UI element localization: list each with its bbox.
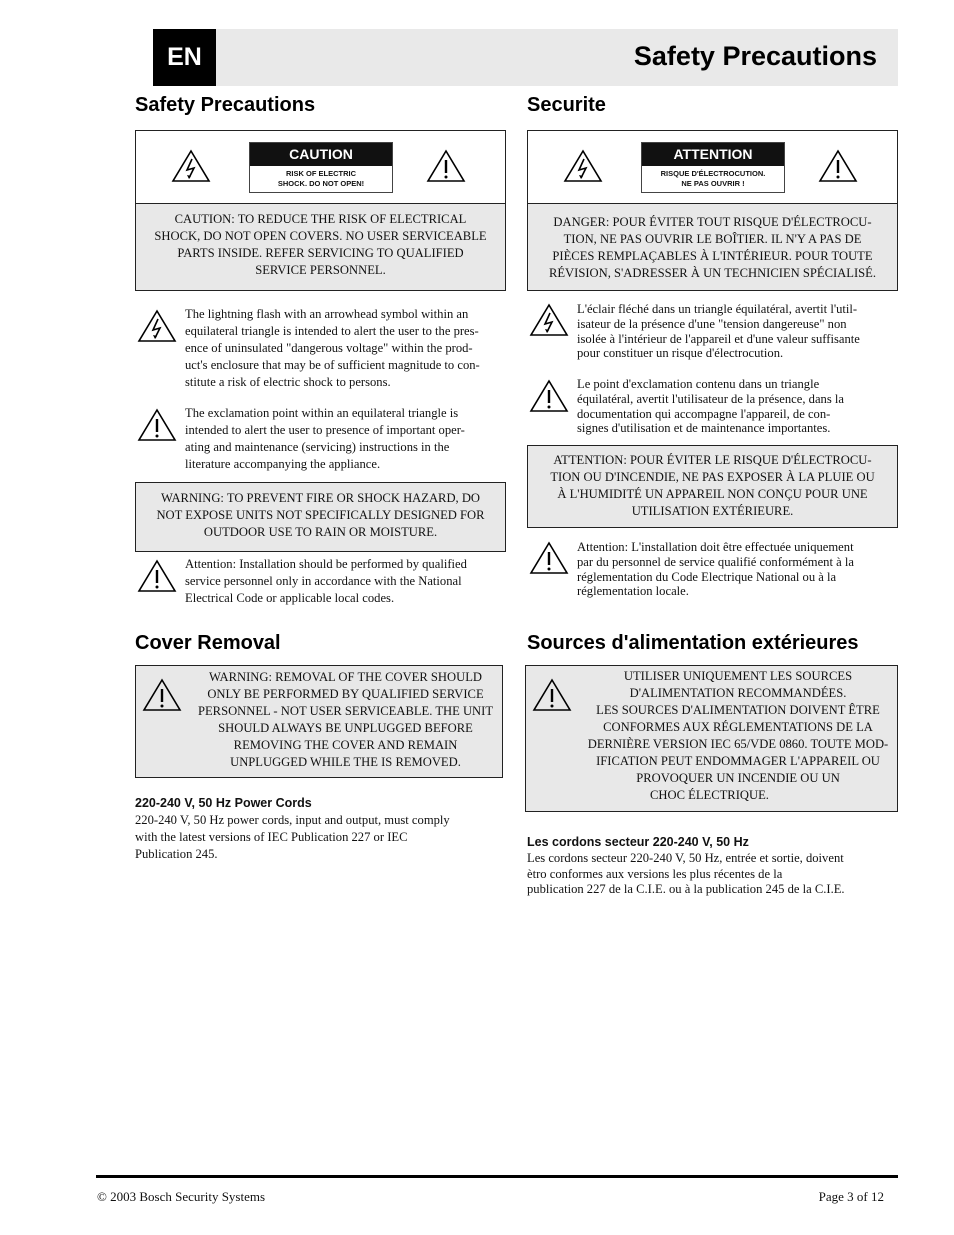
warning-box	[135, 482, 506, 552]
text-line: documentation qui accompagne l'appareil, de con-	[577, 406, 831, 421]
lightning-triangle-icon	[137, 309, 177, 343]
text-line: IFICATION PEUT ENDOMMAGER L'APPAREIL OU	[596, 754, 880, 768]
text-line: UTILISER UNIQUEMENT LES SOURCES	[623, 669, 853, 683]
text-line: SHOULD ALWAYS BE UNPLUGGED BEFORE	[218, 721, 473, 735]
cords-heading-fr: Les cordons secteur 220-240 V, 50 Hz	[527, 835, 749, 849]
lightning-triangle-icon	[563, 149, 603, 183]
footer-rule	[96, 1175, 898, 1178]
footer-copyright: © 2003 Bosch Security Systems	[97, 1189, 266, 1204]
text-line: Electrical Code or applicable local codes.	[185, 590, 395, 605]
text-line: ètro conformes aux versions les plus récentes de la	[527, 866, 783, 881]
text-line: signes d'utilisation et de maintenance importantes.	[577, 421, 831, 436]
attention-panel	[527, 130, 898, 291]
power-cords-heading: 220-240 V, 50 Hz Power Cords	[135, 796, 312, 810]
text-line: REMOVING THE COVER AND REMAIN	[233, 738, 458, 752]
lightning-description-fr	[577, 302, 899, 361]
text-line: équilatéral, avertit l'utilisateur de la présence, dans la	[577, 391, 844, 406]
caution-label	[249, 142, 393, 193]
cover-warning-text	[188, 669, 503, 771]
text-line: equilateral triangle is intended to alert the user to the pres-	[185, 323, 479, 338]
text-line: publication 227 de la C.I.E. ou à la publication 245 de la C.I.E.	[527, 882, 845, 897]
text-line: PERSONNEL - NOT USER SERVICEABLE. THE UNIT	[197, 704, 494, 718]
text-line: CONFORMES AUX RÉGLEMENTATIONS DE LA	[603, 720, 873, 734]
cover-warning-box	[135, 665, 503, 778]
caution-label-line: SHOCK. DO NOT OPEN!	[277, 178, 365, 188]
text-line: literature accompanying the appliance.	[185, 456, 381, 471]
text-line: Les cordons secteur 220-240 V, 50 Hz, entrée et sortie, doivent	[527, 851, 844, 865]
text-line: UTILISATION EXTÉRIEURE.	[631, 504, 794, 518]
text-line: DANGER: POUR ÉVITER TOUT RISQUE D'ÉLECTROCU-	[553, 215, 872, 229]
exclamation-triangle-icon	[137, 408, 177, 442]
text-line: TION, NE PAS OUVRIR LE BOÎTIER. IL N'Y A PAS DE	[563, 232, 862, 246]
text-line: À L'HUMIDITÉ UN APPAREIL NON CONÇU POUR UNE	[557, 487, 868, 501]
text-line: CAUTION: TO REDUCE THE RISK OF ELECTRICAL	[174, 212, 467, 226]
lightning-description	[185, 306, 507, 391]
exclamation-triangle-icon	[818, 149, 858, 183]
text-line: WARNING: TO PREVENT FIRE OR SHOCK HAZARD, DO	[160, 491, 481, 505]
text-line: PIÈCES REMPLAÇABLES À L'INTÉRIEUR. POUR TOUTE	[552, 249, 873, 263]
text-line: OUTDOOR USE TO RAIN OR MOISTURE.	[203, 525, 438, 539]
text-line: ATTENTION: POUR ÉVITER LE RISQUE D'ÉLECTROCU-	[553, 453, 872, 467]
attention-label-title: ATTENTION	[642, 143, 784, 166]
section-heading-cover-removal: Cover Removal	[135, 632, 281, 654]
text-line: D'ALIMENTATION RECOMMANDÉES.	[629, 686, 847, 700]
section-heading-securite: Securite	[527, 94, 606, 116]
attention-label-line: NE PAS OUVRIR !	[681, 178, 745, 188]
text-line: ating and maintenance (servicing) instructions in the	[185, 439, 450, 454]
text-line: WARNING: REMOVAL OF THE COVER SHOULD	[209, 670, 482, 684]
caution-label-title: CAUTION	[250, 143, 392, 166]
exclamation-description	[185, 405, 507, 473]
text-line: réglementation locale.	[577, 584, 689, 599]
text-line: DERNIÈRE VERSION IEC 65/VDE 0860. TOUTE MOD-	[587, 737, 889, 751]
caution-panel	[135, 130, 506, 291]
text-line: RÉVISION, S'ADRESSER À UN TECHNICIEN SPÉCIALISÉ.	[548, 266, 877, 280]
text-line: Publication 245.	[135, 846, 218, 861]
text-line: PARTS INSIDE. REFER SERVICING TO QUALIFIED	[177, 246, 464, 260]
exclamation-triangle-icon	[426, 149, 466, 183]
exclamation-triangle-icon	[529, 541, 569, 575]
text-line: The exclamation point within an equilateral triangle is	[185, 406, 459, 420]
language-badge: EN	[153, 29, 216, 86]
warning-box-fr	[527, 445, 898, 528]
text-line: intended to alert the user to presence of important oper-	[185, 422, 465, 437]
caution-label-line: RISK OF ELECTRIC	[285, 169, 356, 178]
footer-page-number: Page 3 of 12	[818, 1189, 884, 1204]
text-line: TION OU D'INCENDIE, NE PAS EXPOSER À LA PLUIE OU	[550, 470, 875, 484]
text-line: uct's enclosure that may be of sufficient magnitude to con-	[185, 357, 480, 372]
text-line: ence of uninsulated "dangerous voltage" within the prod-	[185, 340, 473, 355]
text-line: pour constituer un risque d'électrocution.	[577, 346, 784, 361]
exclamation-description-fr	[577, 377, 899, 436]
text-line: CHOC ÉLECTRIQUE.	[650, 788, 769, 802]
exclamation-triangle-icon	[532, 678, 572, 712]
text-line: L'éclair fléché dans un triangle équilatéral, avertit l'util-	[577, 302, 858, 316]
text-line: SERVICE PERSONNEL.	[255, 263, 386, 277]
text-line: service personnel only in accordance with the National	[185, 573, 462, 588]
text-line: Attention: L'installation doit être effectuée uniquement	[577, 540, 854, 554]
text-line: The lightning flash with an arrowhead symbol within an	[185, 307, 469, 321]
text-line: Attention: Installation should be performed by qualified	[185, 557, 467, 571]
exclamation-triangle-icon	[529, 379, 569, 413]
lightning-triangle-icon	[529, 303, 569, 337]
attention-description-fr	[577, 540, 899, 599]
text-line: Le point d'exclamation contenu dans un triangle	[577, 377, 820, 391]
power-cords-text	[135, 812, 505, 863]
exclamation-triangle-icon	[137, 559, 177, 593]
attention-label	[641, 142, 785, 193]
text-line: stitute a risk of electric shock to persons.	[185, 374, 391, 389]
text-line: NOT EXPOSE UNITS NOT SPECIFICALLY DESIGNED FOR	[156, 508, 485, 522]
text-line: 220-240 V, 50 Hz power cords, input and output, must comply	[135, 813, 450, 827]
text-line: SHOCK, DO NOT OPEN COVERS. NO USER SERVICEABLE	[154, 229, 487, 243]
lightning-triangle-icon	[171, 149, 211, 183]
text-line: PROVOQUER UN INCENDIE OU UN	[636, 771, 840, 785]
text-line: ONLY BE PERFORMED BY QUALIFIED SERVICE	[207, 687, 484, 701]
attention-label-line: RISQUE D'ÉLECTROCUTION.	[660, 169, 766, 178]
text-line: isateur de la présence d'une "tension dangereuse" non	[577, 316, 847, 331]
caution-text	[136, 203, 505, 290]
section-heading-sources: Sources d'alimentation extérieures	[527, 632, 859, 654]
danger-text	[528, 203, 897, 290]
text-line: with the latest versions of IEC Publication 227 or IEC	[135, 829, 408, 844]
text-line: LES SOURCES D'ALIMENTATION DOIVENT ÊTRE	[596, 703, 880, 717]
text-line: par du personnel de service qualifié conformément à la	[577, 554, 854, 569]
section-heading-safety: Safety Precautions	[135, 94, 316, 116]
text-line: UNPLUGGED WHILE THE IS REMOVED.	[230, 755, 461, 769]
page-title: Safety Precautions	[633, 41, 877, 71]
text-line: réglementation du Code Electrique National ou à la	[577, 569, 837, 584]
text-line: isolée à l'intérieur de l'appareil et d'une valeur suffisante	[577, 331, 860, 346]
cords-text-fr	[527, 851, 899, 898]
sources-warning-box	[525, 665, 898, 812]
attention-description	[185, 556, 507, 607]
exclamation-triangle-icon	[142, 678, 182, 712]
sources-warning-text	[578, 668, 898, 804]
